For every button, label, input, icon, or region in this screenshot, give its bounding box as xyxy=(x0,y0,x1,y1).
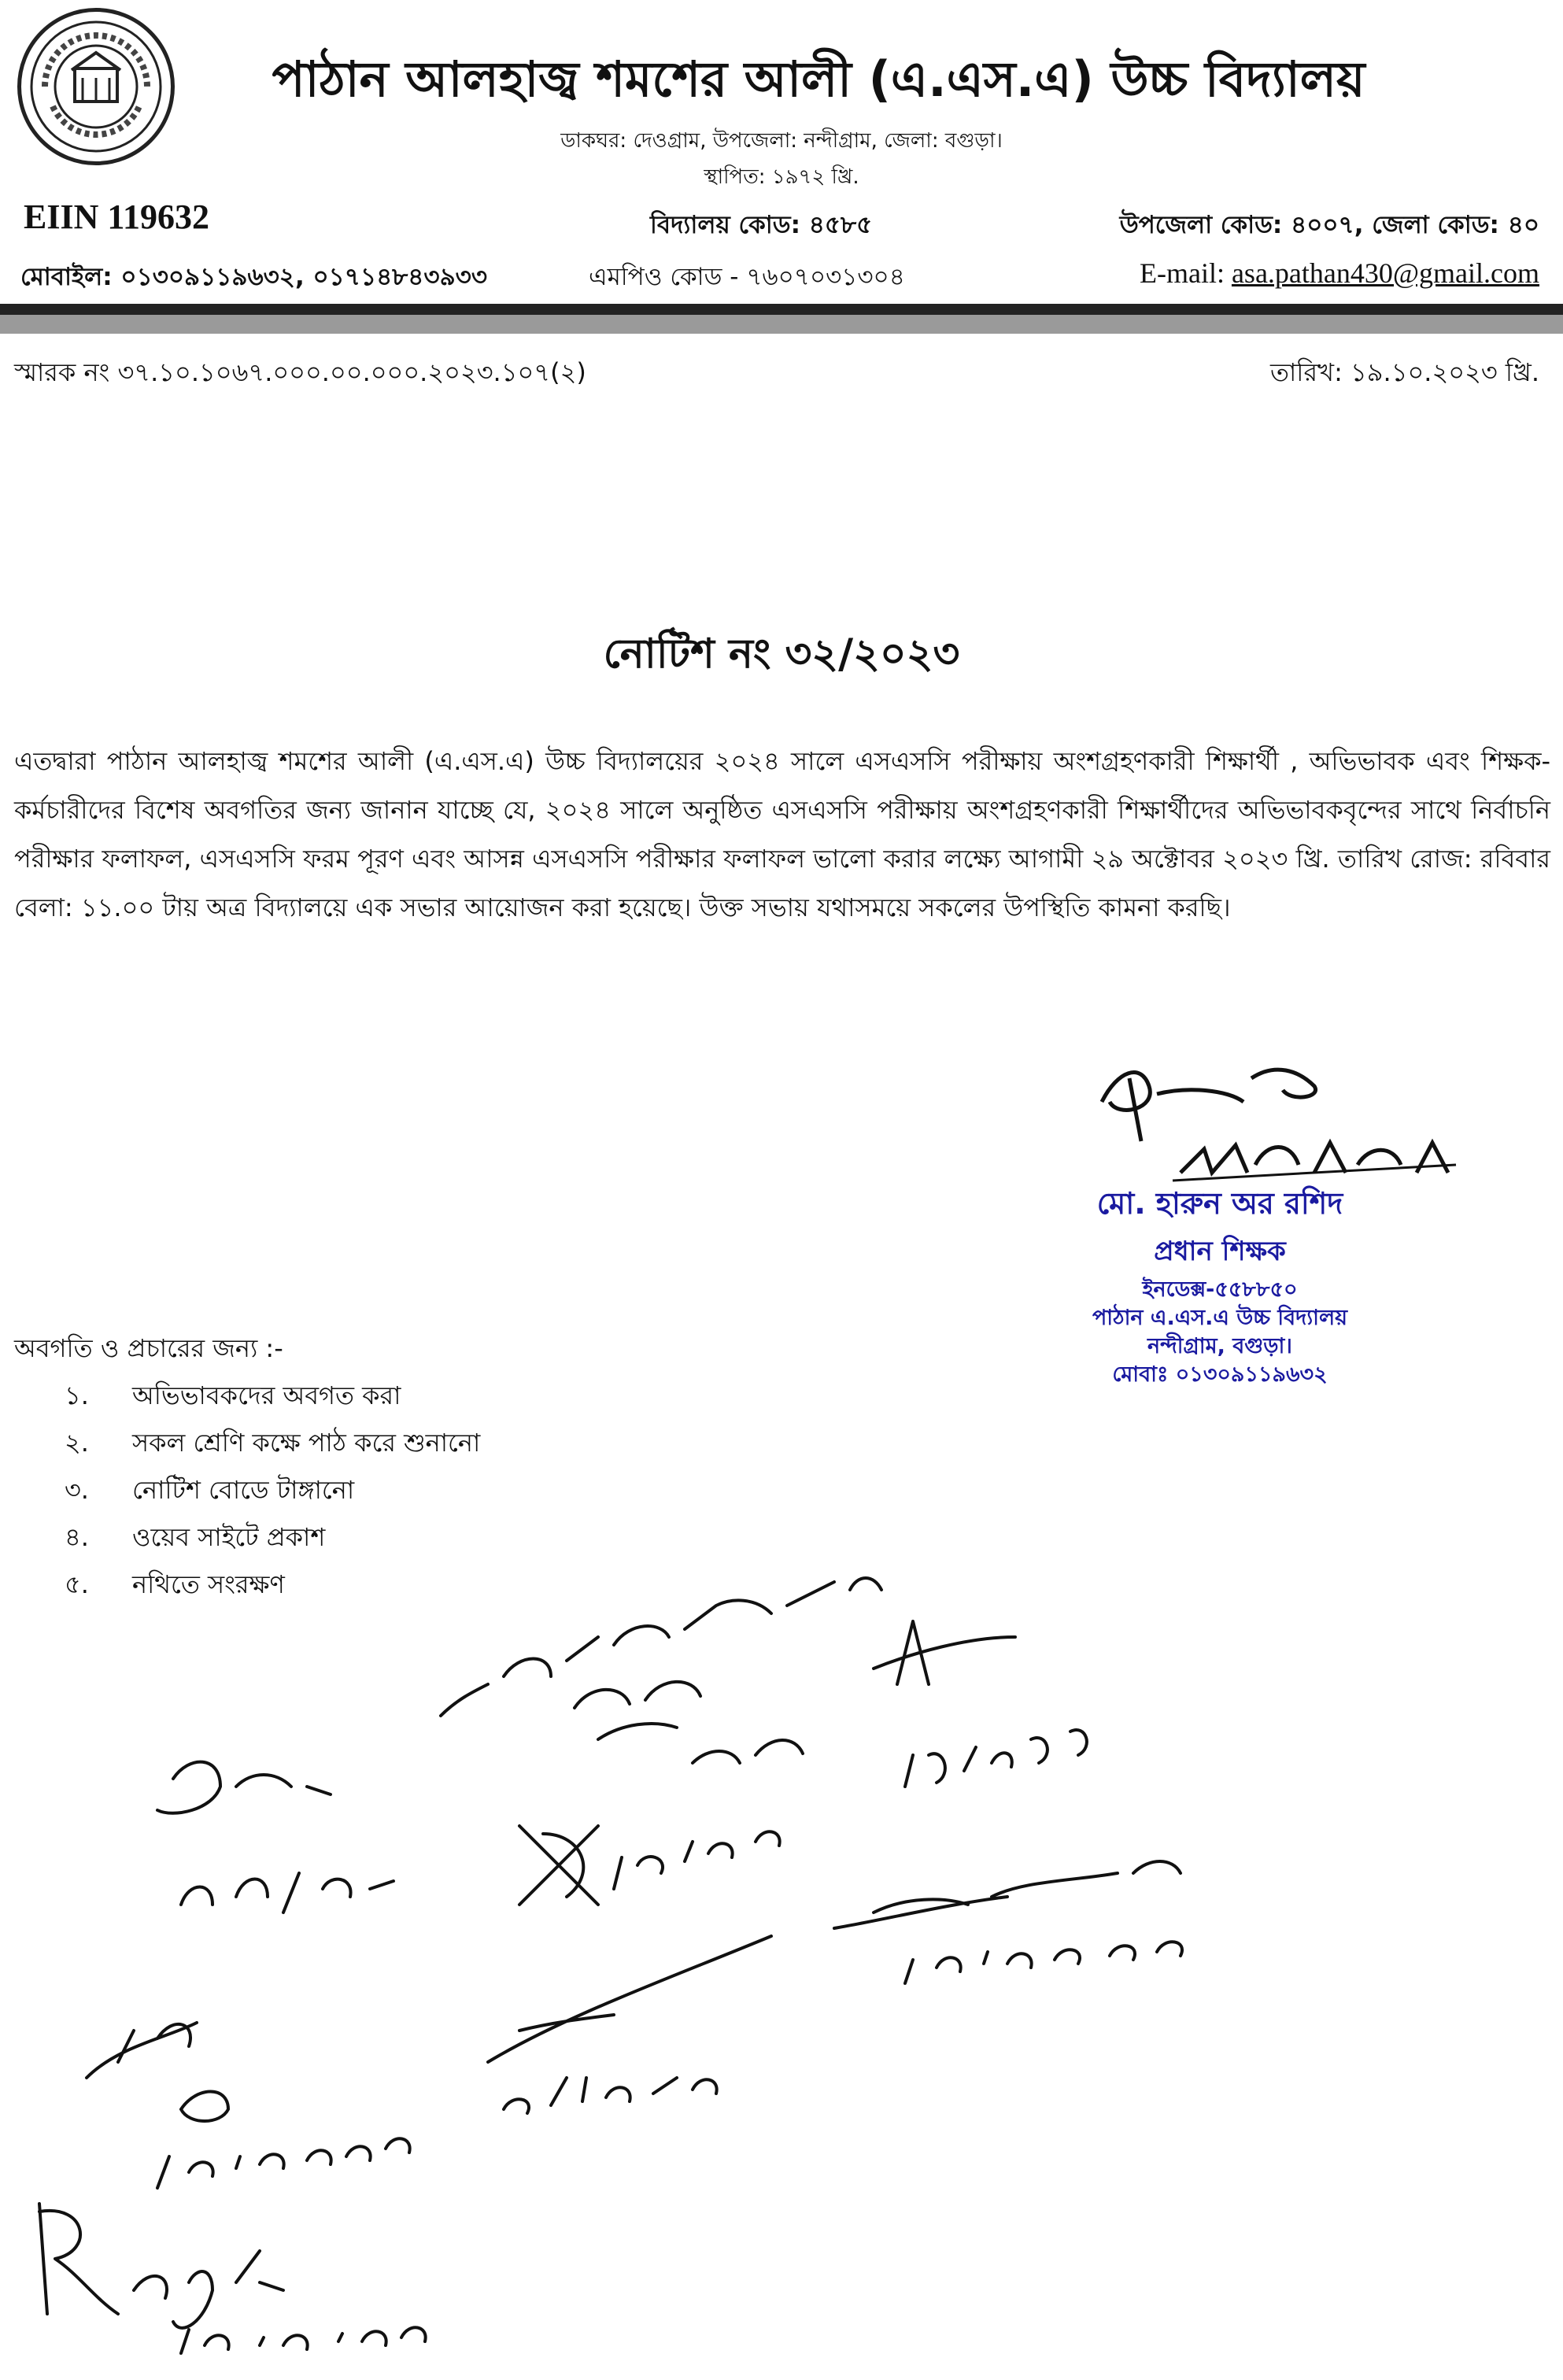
date-left xyxy=(181,1873,394,1913)
school-address: ডাকঘর: দেওগ্রাম, উপজেলা: নন্দীগ্রাম, জেলা: বগুড়া। xyxy=(560,129,1003,153)
date-lower-left xyxy=(157,2138,410,2188)
headmaster-stamp xyxy=(968,1181,1472,1389)
headmaster-index: ইনডেক্স-৫৫৮৮৫০ xyxy=(1142,1277,1298,1302)
signature-mid-bottom xyxy=(488,1936,771,2062)
notice-title: নোটিশ নং ৩২/২০২৩ xyxy=(603,630,960,678)
signature-cross xyxy=(519,1826,598,1905)
list-item: ২. সকল শ্রেণি কক্ষে পাঠ করে শুনানো xyxy=(65,1428,481,1458)
signature-right-middle xyxy=(834,1861,1181,1928)
memo-date: তারিখ: ১৯.১০.২০২৩ খ্রি. xyxy=(1270,357,1539,387)
email-label: E-mail: xyxy=(1139,257,1225,289)
signature-rahim xyxy=(575,1682,803,1763)
email-line xyxy=(1140,257,1539,290)
established-year: স্থাপিত: ১৯৭২ খ্রি. xyxy=(704,165,859,189)
signature-lower-left xyxy=(87,2023,228,2121)
stamp-mobile: মোবাঃ ০১৩০৯১১৯৬৩২ xyxy=(1112,1362,1328,1387)
signature-top-right xyxy=(874,1621,1015,1684)
school-code: বিদ্যালয় কোড: ৪৫৮৫ xyxy=(650,211,873,239)
eiin-number: EIIN 119632 xyxy=(24,198,209,236)
distribution-heading: অবগতি ও প্রচারের জন্য :- xyxy=(14,1333,283,1363)
signature-note xyxy=(441,1578,881,1716)
school-name: পাঠান আলহাজ্ব শমশের আলী (এ.এস.এ) উচ্চ বিদ্যালয় xyxy=(272,50,1365,108)
date-cross xyxy=(614,1831,780,1889)
list-item: ৪. ওয়েব সাইটে প্রকাশ xyxy=(65,1522,326,1552)
acknowledgement-signatures xyxy=(0,1558,1563,2377)
list-item: ১. অভিভাবকদের অবগত করা xyxy=(65,1380,401,1410)
upazila-district-code: উপজেলা কোড: ৪০০৭, জেলা কোড: ৪০ xyxy=(1119,211,1539,239)
date-right-middle xyxy=(905,1942,1182,1983)
memo-number: স্মারক নং ৩৭.১০.১০৬৭.০০০.০০.০০০.২০২৩.১০৭(২) xyxy=(14,357,586,387)
stamp-place: নন্দীগ্রাম, বগুড়া। xyxy=(1147,1334,1292,1358)
signature-left xyxy=(157,1762,331,1813)
date-rayh xyxy=(181,2327,426,2353)
list-item: ৫. নথিতে সংরক্ষণ xyxy=(65,1569,285,1599)
date-top-right xyxy=(905,1730,1087,1787)
headmaster-title: প্রধান শিক্ষক xyxy=(1154,1236,1286,1267)
date-mid-bottom xyxy=(504,2078,717,2113)
email-link[interactable]: asa.pathan430@gmail.com xyxy=(1231,257,1539,289)
headmaster-signature xyxy=(1086,1055,1495,1188)
mobile-numbers: মোবাইল: ০১৩০৯১১৯৬৩২, ০১৭১৪৮৪৩৯৩৩ xyxy=(20,263,487,291)
header-band xyxy=(0,315,1563,334)
list-item: ৩. নোটিশ বোডে টাঙ্গানো xyxy=(65,1475,355,1505)
header-divider xyxy=(0,304,1563,315)
mpo-code: এমপিও কোড - ৭৬০৭০৩১৩০৪ xyxy=(589,263,905,291)
headmaster-name: মো. হারুন অর রশিদ xyxy=(1096,1186,1343,1221)
stamp-school: পাঠান এ.এস.এ উচ্চ বিদ্যালয় xyxy=(1092,1306,1347,1330)
signature-rayh xyxy=(39,2204,283,2328)
notice-body: এতদ্বারা পাঠান আলহাজ্ব শমশের আলী (এ.এস.এ) উচ্চ বিদ্যালয়ের ২০২৪ সালে এসএসসি পরীক্ষায় অংশগ্রহণকারী শিক্ষার্থী , অভিভাবক এবং শিক্ষক-কর্মচারীদের বিশেষ অবগতির জন্য জানান যাচ্ছে যে, ২০২৪ সালে অনুষ্ঠিত এসএসসি পরীক্ষায় অংশগ্রহণকারী শিক্ষার্থীদের অভিভাবকবৃন্দের সাথে নির্বাচনি পরীক্ষার ফলাফল, এসএসসি ফরম পূরণ এবং আসন্ন এসএসসি পরীক্ষার ফলাফল ভালো করার লক্ষ্যে আগামী ২৯ অক্টোবর ২০২৩ খ্রি. তারিখ রোজ: রবিবার বেলা: ১১.০০ টায় অত্র বিদ্যালয়ে এক সভার আয়োজন করা হয়েছে। উক্ত সভায় যথাসময়ে সকলের উপস্থিতি কামনা করছি। xyxy=(14,746,1550,922)
